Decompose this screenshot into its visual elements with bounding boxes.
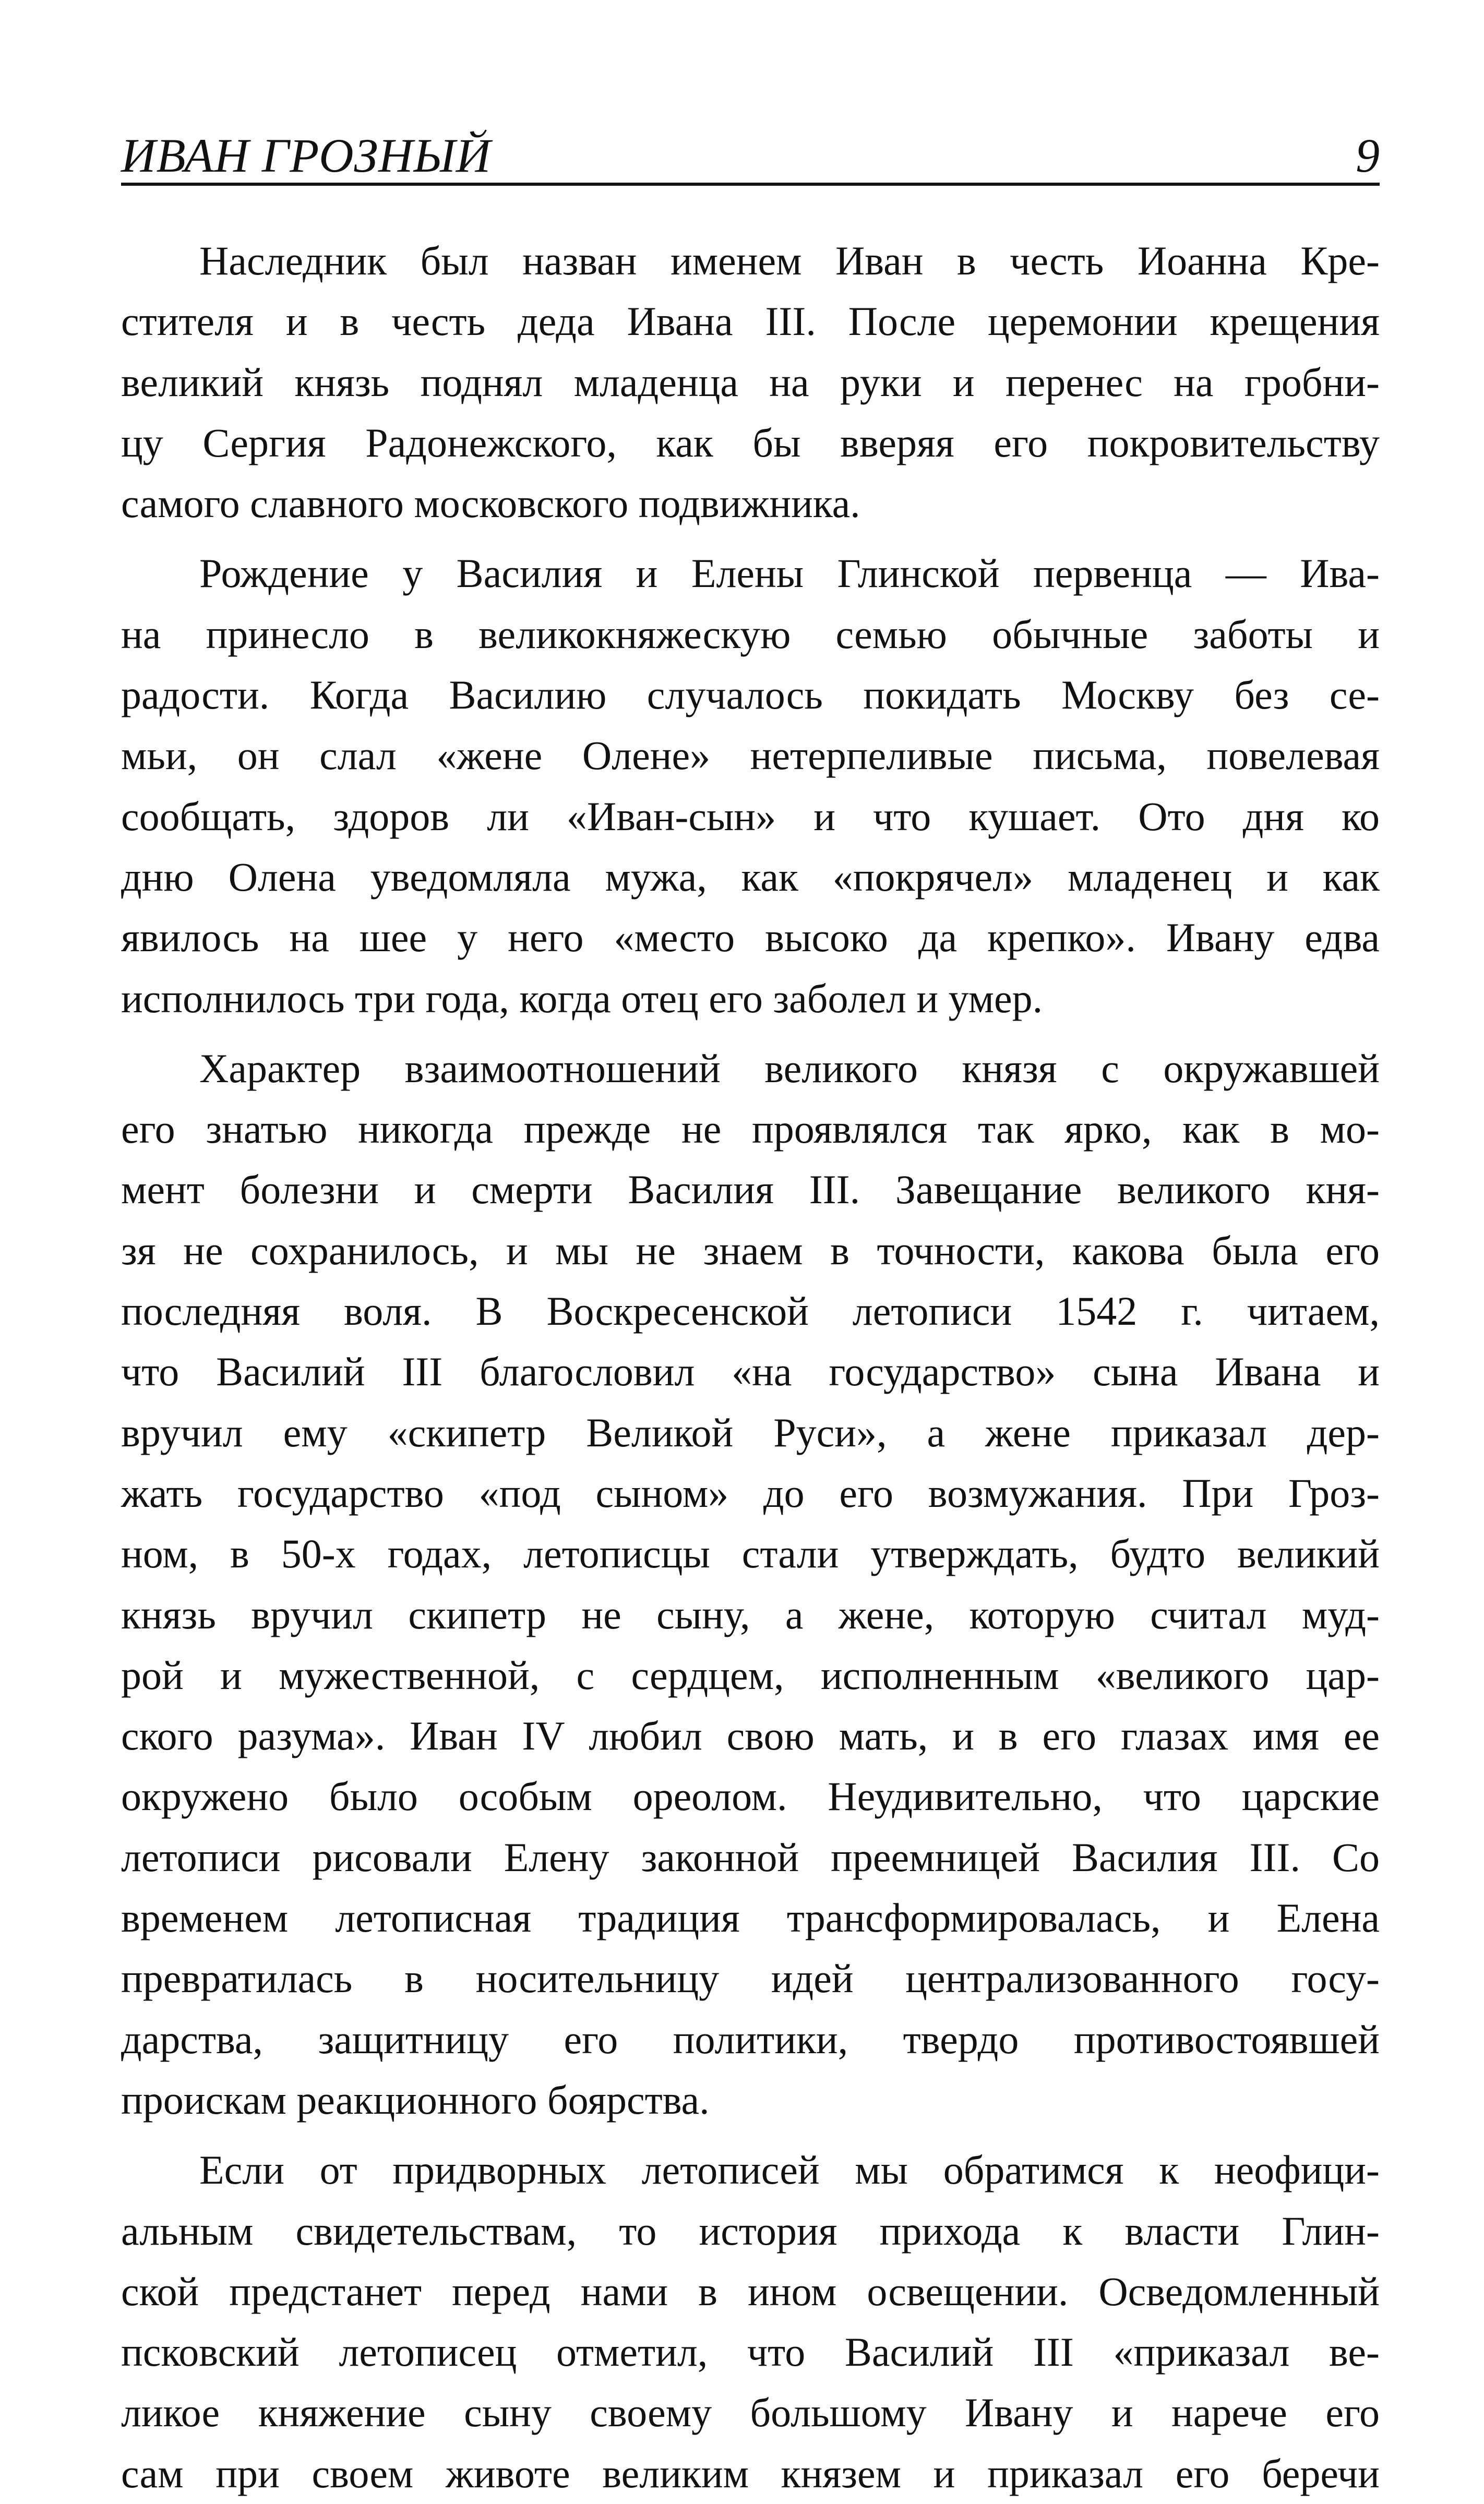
text-line: на принесло в великокняжескую семью обычные заботы и bbox=[121, 611, 1380, 657]
text-line: дню Олена уведомляла мужа, как «покрячел» младенец и как bbox=[121, 854, 1380, 900]
text-line: ном, в 50-х годах, летописцы стали утверждать, будто великий bbox=[121, 1531, 1380, 1577]
text-line: последняя воля. В Воскресенской летописи 1542 г. читаем, bbox=[121, 1288, 1380, 1334]
text-line: дарства, защитницу его политики, твердо противостоявшей bbox=[121, 2016, 1380, 2062]
text-line: сам при своем животе великим князем и приказал его беречи bbox=[121, 2450, 1380, 2496]
text-line: мьи, он слал «жене Олене» нетерпеливые письма, повелевая bbox=[121, 733, 1380, 778]
book-page bbox=[121, 104, 1380, 2496]
text-line: окружено было особым ореолом. Неудивительно, что царские bbox=[121, 1774, 1380, 1819]
text-line: летописи рисовали Елену законной преемницей Василия III. Со bbox=[121, 1834, 1380, 1880]
text-line: сообщать, здоров ли «Иван-сын» и что кушает. Ото дня ко bbox=[121, 793, 1380, 839]
text-line: цу Сергия Радонежского, как бы вверяя его покровительству bbox=[121, 420, 1380, 465]
text-line: явилось на шее у него «место высоко да крепко». Ивану едва bbox=[121, 915, 1380, 961]
text-line: князь вручил скипетр не сыну, а жене, которую считал муд- bbox=[121, 1591, 1380, 1637]
text-line: радости. Когда Василию случалось покидать Москву без се- bbox=[121, 672, 1380, 718]
text-line: рой и мужественной, с сердцем, исполненным «великого цар- bbox=[121, 1652, 1380, 1698]
text-line: исполнилось три года, когда отец его заболел и умер. bbox=[121, 975, 1043, 1021]
text-line: Характер взаимоотношений великого князя с окружавшей bbox=[199, 1045, 1380, 1091]
body-text bbox=[121, 231, 1380, 2504]
text-line: Если от придворных летописей мы обратимся к неофици- bbox=[199, 2147, 1380, 2193]
running-title: ИВАН ГРОЗНЫЙ bbox=[121, 129, 492, 182]
text-line: вручил ему «скипетр Великой Руси», а жене приказал дер- bbox=[121, 1409, 1380, 1455]
text-line: его знатью никогда прежде не проявлялся так ярко, как в мо- bbox=[121, 1106, 1380, 1152]
text-line: ского разума». Иван IV любил свою мать, и в его глазах имя ее bbox=[121, 1713, 1380, 1759]
page-number: 9 bbox=[1356, 129, 1380, 182]
text-line: проискам реакционного боярства. bbox=[121, 2077, 710, 2123]
text-line: альным свидетельствам, то история прихода к власти Глин- bbox=[121, 2208, 1380, 2254]
text-line: ликое княжение сыну своему большому Ивану и нарече его bbox=[121, 2390, 1380, 2436]
text-line: зя не сохранилось, и мы не знаем в точности, какова была его bbox=[121, 1227, 1380, 1273]
text-line: ской предстанет перед нами в ином освещении. Осведомленный bbox=[121, 2268, 1380, 2314]
text-line: Наследник был назван именем Иван в честь Иоанна Кре- bbox=[199, 238, 1380, 283]
text-line: превратилась в носительницу идей централизованного госу- bbox=[121, 1956, 1380, 2002]
text-line: великий князь поднял младенца на руки и перенес на гробни- bbox=[121, 359, 1380, 405]
text-line: Рождение у Василия и Елены Глинской первенца — Ива- bbox=[199, 550, 1380, 596]
text-line: мент болезни и смерти Василия III. Завещание великого кня- bbox=[121, 1167, 1380, 1213]
text-line: жать государство «под сыном» до его возмужания. При Гроз- bbox=[121, 1470, 1380, 1516]
paragraph bbox=[121, 2140, 1380, 2504]
text-line: что Василий III благословил «на государство» сына Ивана и bbox=[121, 1349, 1380, 1395]
text-line: стителя и в честь деда Ивана III. После церемонии крещения bbox=[121, 298, 1380, 344]
text-line: псковский летописец отметил, что Василий III «приказал ве- bbox=[121, 2329, 1380, 2375]
text-line: временем летописная традиция трансформировалась, и Елена bbox=[121, 1895, 1380, 1941]
running-header bbox=[121, 104, 1380, 186]
text-line: самого славного московского подвижника. bbox=[121, 481, 860, 526]
paragraph bbox=[121, 543, 1380, 1028]
paragraph bbox=[121, 231, 1380, 534]
paragraph bbox=[121, 1038, 1380, 2130]
